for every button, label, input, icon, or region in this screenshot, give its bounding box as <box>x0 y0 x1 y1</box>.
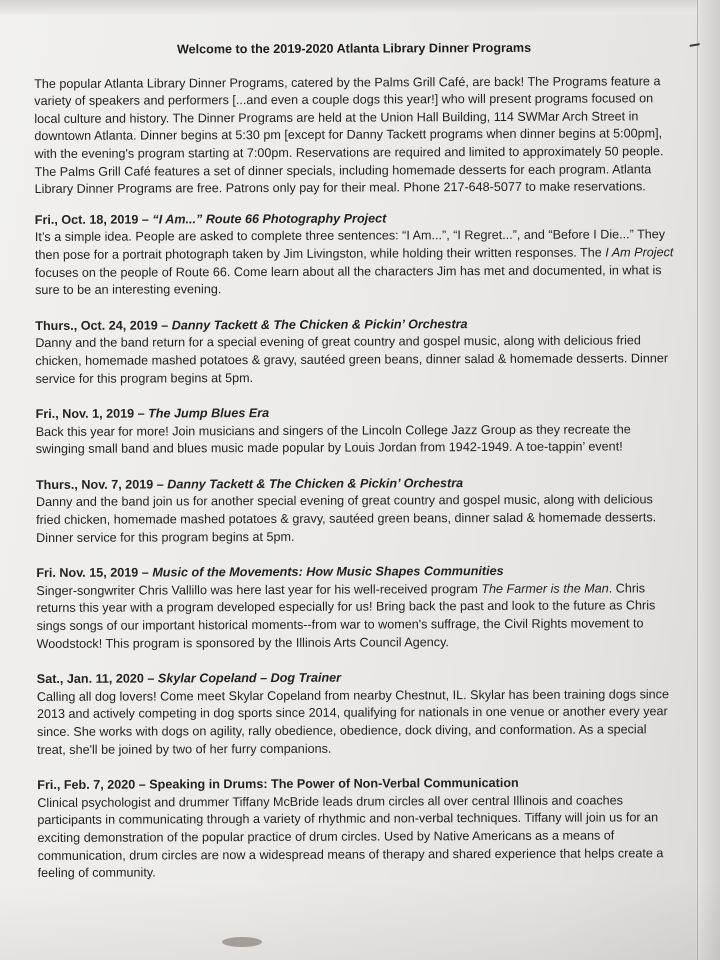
event-title: Music of the Movements: How Music Shapes Communities <box>152 564 504 580</box>
event-title: Danny Tackett & The Chicken & Pickin’ Orchestra <box>171 316 468 333</box>
event-description <box>36 580 676 653</box>
event-description: Calling all dog lovers! Come meet Skylar Copeland from nearby Chestnut, IL. Skylar has been training dogs since 2013 and actively competing in dog sports since 2014, qualifying for nationals in one venue or another every year since. She works with dogs on agility, rally obedience, obedience, dock diving, and conformation. As a special treat, she'll be joined by two of her furry companions. <box>36 687 670 757</box>
event-date: Thurs., Oct. 24, 2019 – <box>35 318 169 333</box>
document-body <box>34 39 678 901</box>
event-date: Fri. Nov. 15, 2019 – <box>36 565 149 581</box>
event-description-italic: The Farmer is the Man <box>481 581 609 596</box>
event-date: Fri., Nov. 1, 2019 – <box>35 406 145 422</box>
event-description-text: It’s a simple idea. People are asked to complete three sentences: “I Am...”, “I Regret...”, and “Before I Die...” They then pose for a portrait photograph taken by Jim Livingston, while holding their written responses. The <box>34 227 666 262</box>
event-item <box>36 562 676 653</box>
event-description: Clinical psychologist and drummer Tiffany McBride leads drum circles all over central Illinois and coaches participants in communicating through a variety of rhythmic and non-verbal techniques. Tiffany will join us for an exciting demonstration of the popular practice of drum circles. Used by Native Americans as a means of communication, drum circles are now a widespread means of therapy and shared experience that helps create a feeling of community. <box>37 793 664 881</box>
document-title: Welcome to the 2019-2020 Atlanta Library Dinner Programs <box>176 40 532 57</box>
event-title: The Jump Blues Era <box>148 406 270 421</box>
event-title: “I Am...” Route 66 Photography Project <box>152 211 387 227</box>
event-description: Danny and the band join us for another special evening of great country and gospel music, along with delicious fried chicken, homemade mashed potatoes & gravy, sautéed green beans, dinner salad & homemade desserts. Dinner service for this program begins at 5pm. <box>35 492 657 545</box>
event-item <box>35 315 675 388</box>
paper-right-edge <box>697 0 720 960</box>
event-item <box>37 774 677 882</box>
intro-paragraph: The popular Atlanta Library Dinner Programs, catered by the Palms Grill Café, are back! The Programs feature a variety of speakers and performers [...and even a couple dogs this year!] who will present programs focused on local culture and history. The Dinner Programs are held at the Union Hall Building, 114 SWMar Arch Street in downtown Atlanta. Dinner begins at 5:30 pm [except for Danny Tackett programs when dinner begins at 5:00pm], with the evening's program starting at 7:00pm. Reservations are required and limited to approximately 50 people. The Palms Grill Café features a set of dinner specials, including homemade desserts for each program. Atlanta Library Dinner Programs are free. Patrons only pay for their meal. Phone 217-648-5077 to make reservations. <box>34 73 664 197</box>
event-date: Fri., Oct. 18, 2019 – <box>34 212 149 227</box>
event-title: Danny Tackett & The Chicken & Pickin’ Orchestra <box>167 476 464 492</box>
event-title: Speaking in Drums: The Power of Non-Verbal Communication <box>149 776 519 792</box>
event-title: Skylar Copeland – Dog Trainer <box>157 670 342 686</box>
event-description-text: . Chris returns this year with a program developed especially for us! Bring back the past and look to the future as Chris sings songs of our important historical moments--from war to women's suffrage, the Civil Rights movement to Woodstock! This program is sponsored by the Illinois Arts Council Agency. <box>36 581 656 651</box>
event-item <box>37 668 677 759</box>
event-description: Danny and the band return for a special evening of great country and gospel music, along with delicious fried chicken, homemade mashed potatoes & gravy, sautéed green beans, dinner salad & homemade desserts. Dinner service for this program begins at 5pm. <box>35 333 669 386</box>
event-date: Thurs., Nov. 7, 2019 – <box>35 477 164 492</box>
event-item <box>35 209 675 300</box>
event-item <box>36 474 676 547</box>
paper-top-edge <box>0 0 720 14</box>
event-description-text: focuses on the people of Route 66. Come learn about all the characters Jim has met and documented, in what is sure to be an interesting evening. <box>34 262 662 298</box>
event-item <box>36 403 676 459</box>
event-date: Fri., Feb. 7, 2020 – <box>37 777 146 793</box>
event-date: Sat., Jan. 11, 2020 – <box>36 671 155 687</box>
event-description-text: Singer-songwriter Chris Vallillo was here last year for his well-received program <box>36 581 482 598</box>
event-description-italic: I Am Project <box>605 245 674 260</box>
event-description <box>35 227 675 300</box>
event-description: Back this year for more! Join musicians and singers of the Lincoln College Jazz Group as they recreate the swinging small band and blues music made popular by Louis Jordan from 1942-1949. A toe-tappin’ event! <box>35 422 631 457</box>
